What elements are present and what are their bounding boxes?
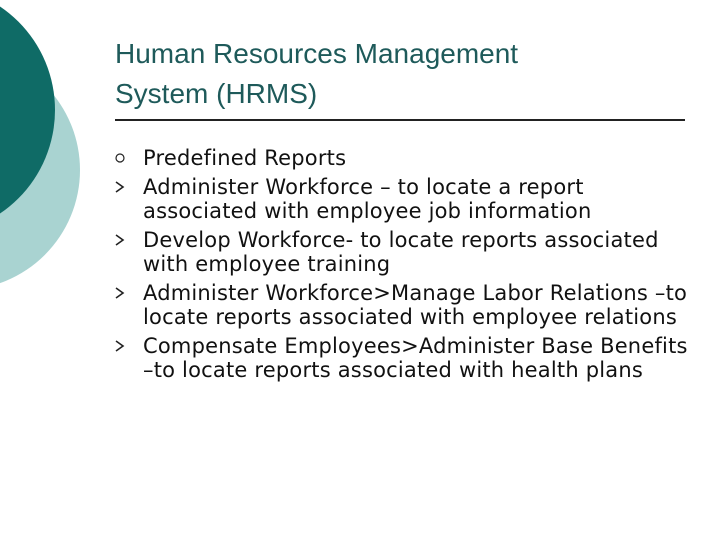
arrowhead-bullet-icon (115, 175, 143, 200)
bullet-text: Develop Workforce- to locate reports associated with employee training (143, 227, 659, 276)
bullet-text: Administer Workforce – to locate a report associated with employee job information (143, 174, 592, 223)
bullet-item (115, 228, 695, 277)
bullet-item (115, 175, 695, 224)
bullet-text: Predefined Reports (143, 146, 347, 170)
slide-title-line-1: Human Resources Management (115, 38, 519, 69)
bullet-text: Administer Workforce>Manage Labor Relations –to locate reports associated with employee relations (143, 280, 688, 329)
bullet-item (115, 146, 695, 171)
bullet-list (115, 146, 695, 387)
slide-title-line-2: System (HRMS) (115, 78, 318, 109)
arrowhead-bullet-icon (115, 334, 143, 359)
bullet-item (115, 334, 695, 383)
title-divider (115, 119, 685, 121)
arrowhead-bullet-icon (115, 228, 143, 253)
bullet-text: Compensate Employees>Administer Base Benefits –to locate reports associated with health plans (143, 333, 688, 382)
hollow-circle-bullet-icon (115, 146, 143, 171)
arrowhead-bullet-icon (115, 281, 143, 306)
decorative-circles (0, 0, 110, 300)
bullet-item (115, 281, 695, 330)
slide-title (115, 34, 675, 114)
